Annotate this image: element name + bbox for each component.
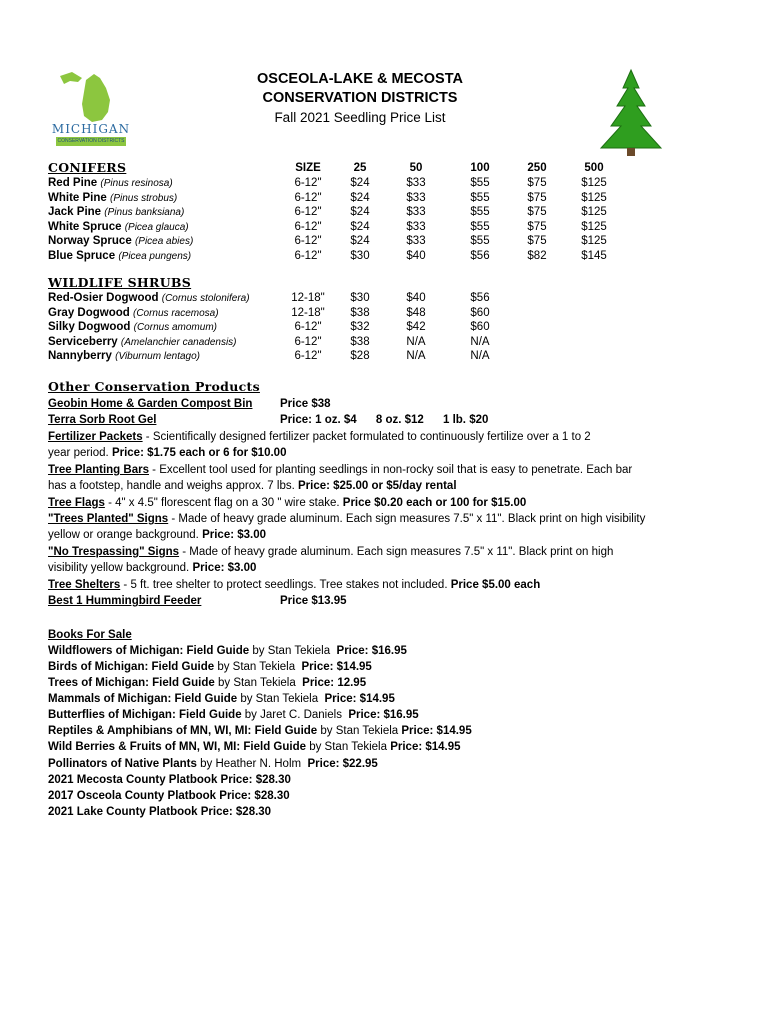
table-row <box>0 335 720 350</box>
table-cell: $33 <box>406 177 426 189</box>
table-cell: $42 <box>406 321 426 333</box>
table-cell: $55 <box>470 206 490 218</box>
product-no-trespassing-cont <box>48 560 688 577</box>
scientific-name: (Cornus amomum) <box>133 322 217 333</box>
table-cell: 6-12" <box>294 336 322 348</box>
book-item <box>48 723 688 740</box>
table-cell: 12-18" <box>291 307 325 319</box>
product-name: "No Trespassing" Signs <box>48 546 180 558</box>
product-name: Tree Shelters <box>48 579 121 591</box>
table-cell: $75 <box>527 192 547 204</box>
product-no-trespassing-signs <box>48 544 688 561</box>
product-trees-planted-cont <box>48 527 688 544</box>
book-price: Price: $14.95 <box>390 741 461 753</box>
table-cell: $56 <box>470 292 490 304</box>
scientific-name: (Cornus racemosa) <box>132 308 219 319</box>
table-cell: 6-12" <box>294 177 322 189</box>
table-cell: $145 <box>581 250 607 262</box>
product-trees-planted-signs <box>48 511 688 528</box>
column-header: 500 <box>584 162 604 174</box>
book-title: Wild Berries & Fruits of MN, WI, MI: Field Guide <box>48 741 307 753</box>
table-cell: $40 <box>406 250 426 262</box>
species-name: Blue Spruce <box>48 250 116 262</box>
table-cell: $75 <box>527 206 547 218</box>
table-cell: $60 <box>470 307 490 319</box>
table-cell: $125 <box>581 192 607 204</box>
table-cell: $75 <box>527 177 547 189</box>
table-cell: $82 <box>527 250 547 262</box>
product-fertilizer <box>48 429 688 446</box>
table-row <box>0 220 720 235</box>
product-geobin <box>48 396 688 413</box>
table-cell: N/A <box>406 350 426 362</box>
book-title: Mammals of Michigan: Field Guide <box>48 693 238 705</box>
table-row <box>0 349 720 364</box>
product-tree-shelters <box>48 577 688 594</box>
table-cell: 6-12" <box>294 221 322 233</box>
conifers-heading: CONIFERS <box>48 160 127 175</box>
product-name: Best 1 Hummingbird Feeder <box>48 595 202 607</box>
book-title: 2021 Lake County Platbook Price: $28.30 <box>48 806 272 818</box>
book-item <box>48 707 688 724</box>
book-title: Butterflies of Michigan: Field Guide <box>48 709 242 721</box>
species-name: Red Pine <box>48 177 98 189</box>
table-cell: 6-12" <box>294 235 322 247</box>
book-item <box>48 643 688 660</box>
product-terra-sorb <box>48 412 688 429</box>
table-cell: $75 <box>527 235 547 247</box>
book-price: Price: $14.95 <box>301 661 372 673</box>
table-cell: $24 <box>350 206 370 218</box>
product-price: Price: $1.75 each or 6 for $10.00 <box>111 447 287 459</box>
books-heading: Books For Sale <box>48 629 132 641</box>
scientific-name: (Amelanchier canadensis) <box>120 337 237 348</box>
book-item <box>48 804 688 821</box>
product-description: - Excellent tool used for planting seedlings in non-rocky soil that is easy to penetrate. Each bar <box>148 464 633 476</box>
product-description: year period. <box>48 447 112 459</box>
book-price: Price: $14.95 <box>324 693 395 705</box>
scientific-name: (Viburnum lentago) <box>115 351 200 362</box>
table-cell: $75 <box>527 221 547 233</box>
column-header: 25 <box>353 162 367 174</box>
table-cell: $30 <box>350 250 370 262</box>
table-cell: $33 <box>406 192 426 204</box>
table-cell: $55 <box>470 221 490 233</box>
scientific-name: (Cornus stolonifera) <box>161 293 250 304</box>
book-title: Reptiles & Amphibians of MN, WI, MI: Field Guide <box>48 725 318 737</box>
product-price: Price: $25.00 or $5/day rental <box>297 480 457 492</box>
book-price: Price: $22.95 <box>307 758 378 770</box>
page-title-line-2: CONSERVATION DISTRICTS <box>262 90 458 106</box>
table-row <box>0 249 720 264</box>
species-name: White Spruce <box>48 221 122 233</box>
book-title: Trees of Michigan: Field Guide <box>48 677 215 689</box>
scientific-name: (Pinus banksiana) <box>104 207 185 218</box>
table-cell: $55 <box>470 235 490 247</box>
product-description: - Made of heavy grade aluminum. Each sign measures 7.5" x 11". Black print on high <box>179 546 614 558</box>
table-cell: $33 <box>406 235 426 247</box>
page-subtitle: Fall 2021 Seedling Price List <box>274 110 446 125</box>
table-cell: N/A <box>406 336 426 348</box>
table-row <box>0 306 720 321</box>
column-header: 100 <box>470 162 490 174</box>
product-description: - Made of heavy grade aluminum. Each sign measures 7.5" x 11". Black print on high visibility <box>168 513 646 525</box>
product-price: Price: $3.00 <box>202 529 267 541</box>
product-description: has a footstep, handle and weighs approx. 7 lbs. <box>48 480 298 492</box>
table-cell: 6-12" <box>294 350 322 362</box>
logo-subtext: CONSERVATION DISTRICTS <box>57 138 125 144</box>
table-row <box>0 320 720 335</box>
product-price: Price $0.20 each or 100 for $15.00 <box>342 497 527 509</box>
book-title: Wildflowers of Michigan: Field Guide <box>48 645 250 657</box>
book-title: Pollinators of Native Plants <box>48 758 197 770</box>
product-planting-bars <box>48 462 688 479</box>
table-row <box>0 205 720 220</box>
product-description: - 4" x 4.5" florescent flag on a 30 " wire stake. <box>104 497 343 509</box>
book-item <box>48 691 688 708</box>
table-cell: 6-12" <box>294 321 322 333</box>
scientific-name: (Picea abies) <box>134 236 194 247</box>
book-title: Birds of Michigan: Field Guide <box>48 661 215 673</box>
product-hummingbird-feeder <box>48 593 688 610</box>
table-cell: 6-12" <box>294 192 322 204</box>
table-cell: 6-12" <box>294 206 322 218</box>
table-row <box>0 291 720 306</box>
product-description: - Scientifically designed fertilizer packet formulated to continuously fertilize over a 1 to 2 <box>142 431 591 443</box>
table-cell: $48 <box>406 307 426 319</box>
product-name: Terra Sorb Root Gel <box>48 414 157 426</box>
table-cell: $125 <box>581 235 607 247</box>
product-price: Price $5.00 each <box>450 579 541 591</box>
book-price: Price: $14.95 <box>401 725 472 737</box>
book-author: by Stan Tekiela <box>249 645 337 657</box>
table-cell: $125 <box>581 177 607 189</box>
product-name: Tree Flags <box>48 497 105 509</box>
table-header-row <box>0 161 720 176</box>
book-item <box>48 675 688 692</box>
scientific-name: (Pinus strobus) <box>109 193 178 204</box>
book-item <box>48 772 688 789</box>
table-row <box>0 176 720 191</box>
product-price: Price: $3.00 <box>192 562 257 574</box>
species-name: Gray Dogwood <box>48 307 130 319</box>
table-cell: N/A <box>470 350 490 362</box>
table-cell: $55 <box>470 192 490 204</box>
product-description: visibility yellow background. <box>48 562 193 574</box>
species-name: Silky Dogwood <box>48 321 131 333</box>
product-tree-flags <box>48 495 688 512</box>
table-cell: $125 <box>581 221 607 233</box>
book-author: by Stan Tekiela <box>237 693 325 705</box>
book-author: by Jaret C. Daniels <box>241 709 349 721</box>
product-price: Price $13.95 <box>280 595 347 607</box>
table-cell: $24 <box>350 177 370 189</box>
product-name: Geobin Home & Garden Compost Bin <box>48 398 253 410</box>
scientific-name: (Picea pungens) <box>118 251 192 262</box>
book-title: 2021 Mecosta County Platbook Price: $28.30 <box>48 774 291 786</box>
species-name: Red-Osier Dogwood <box>48 292 159 304</box>
book-title: 2017 Osceola County Platbook Price: $28.30 <box>48 790 290 802</box>
book-author: by Stan Tekiela <box>306 741 391 753</box>
table-cell: $24 <box>350 221 370 233</box>
logo-text: MICHIGAN <box>51 122 131 136</box>
species-name: White Pine <box>48 192 107 204</box>
table-cell: $40 <box>406 292 426 304</box>
product-description: - 5 ft. tree shelter to protect seedlings. Tree stakes not included. <box>120 579 451 591</box>
product-description: yellow or orange background. <box>48 529 203 541</box>
book-author: by Stan Tekiela <box>214 677 303 689</box>
product-price: Price: 1 oz. $4 8 oz. $12 1 lb. $20 <box>280 414 489 426</box>
column-header: 250 <box>527 162 547 174</box>
table-cell: $56 <box>470 250 490 262</box>
column-header: SIZE <box>295 162 321 174</box>
table-cell: $28 <box>350 350 370 362</box>
column-header: 50 <box>409 162 423 174</box>
book-item <box>48 739 688 756</box>
species-name: Serviceberry <box>48 336 118 348</box>
species-name: Jack Pine <box>48 206 102 218</box>
book-price: Price: $16.95 <box>336 645 407 657</box>
table-cell: $24 <box>350 192 370 204</box>
table-cell: $60 <box>470 321 490 333</box>
scientific-name: (Picea glauca) <box>124 222 189 233</box>
table-row <box>0 234 720 249</box>
wildlife-shrubs-heading: WILDLIFE SHRUBS <box>48 275 192 290</box>
species-name: Nannyberry <box>48 350 112 362</box>
table-cell: $30 <box>350 292 370 304</box>
product-fertilizer-cont <box>48 445 688 462</box>
table-cell: $55 <box>470 177 490 189</box>
table-cell: $33 <box>406 206 426 218</box>
table-cell: $38 <box>350 336 370 348</box>
table-cell: $32 <box>350 321 370 333</box>
scientific-name: (Pinus resinosa) <box>100 178 173 189</box>
book-item <box>48 659 688 676</box>
table-cell: $125 <box>581 206 607 218</box>
book-price: Price: 12.95 <box>302 677 367 689</box>
book-author: by Heather N. Holm <box>196 758 308 770</box>
product-name: Fertilizer Packets <box>48 431 143 443</box>
table-cell: 6-12" <box>294 250 322 262</box>
other-products-heading: Other Conservation Products <box>48 379 260 394</box>
book-price: Price: $16.95 <box>348 709 419 721</box>
species-name: Norway Spruce <box>48 235 132 247</box>
table-cell: N/A <box>470 336 490 348</box>
book-item <box>48 788 688 805</box>
table-cell: $38 <box>350 307 370 319</box>
page-title-line-1: OSCEOLA-LAKE & MECOSTA <box>257 71 463 87</box>
product-price: Price $38 <box>280 398 331 410</box>
table-cell: $24 <box>350 235 370 247</box>
table-cell: 12-18" <box>291 292 325 304</box>
book-author: by Stan Tekiela <box>214 661 302 673</box>
product-name: "Trees Planted" Signs <box>48 513 169 525</box>
book-item <box>48 756 688 773</box>
table-cell: $33 <box>406 221 426 233</box>
table-row <box>0 191 720 206</box>
book-author: by Stan Tekiela <box>317 725 402 737</box>
product-planting-bars-cont <box>48 478 688 495</box>
product-name: Tree Planting Bars <box>48 464 149 476</box>
